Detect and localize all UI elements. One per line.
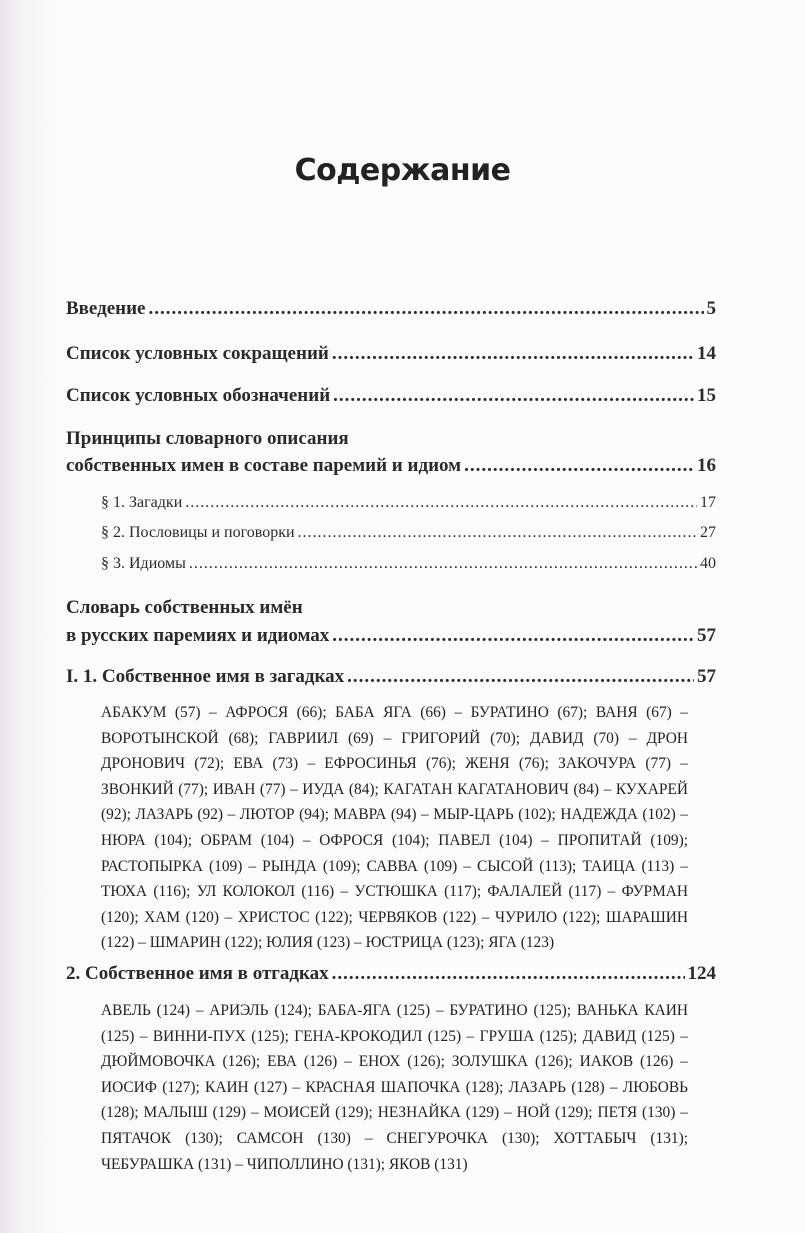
- toc-entry-page: 14: [697, 343, 716, 364]
- toc-entry-label: в русских паремиях и идиомах: [66, 625, 330, 646]
- names-list-answers: АВЕЛЬ (124) – АРИЭЛЬ (124); БАБА-ЯГА (125) – БУРАТИНО (125); ВАНЬКА КАИН (125) – ВИННИ-ПУХ (125); ГЕНА-КРОКОДИЛ (125) – ГРУША (125); ДАВИД (125) – ДЮЙМОВОЧКА (126); ЕВА (126) – ЕНОХ (126); ЗОЛУШКА (126); ИАКОВ (126) – ИОСИФ (127); КАИН (127) – КРАСНАЯ ШАПОЧКА (128); ЛАЗАРЬ (128) – ЛЮБОВЬ (128); МАЛЫШ (129) – МОИСЕЙ (129); НЕЗНАЙКА (129) – НОЙ (129); ПЕТЯ (130) – ПЯТАЧОК (130); САМСОН (130) – СНЕГУРОЧКА (130); ХОТТАБЫЧ (131); ЧЕБУРАШКА (131) – ЧИПОЛЛИНО (131); ЯКОВ (131): [101, 1002, 688, 1173]
- page-title: Содержание: [294, 153, 511, 188]
- toc-entry-label: Список условных сокращений: [66, 343, 329, 364]
- toc-entry-principles-line1: Принципы словарного описания: [66, 428, 349, 449]
- dot-leader: [333, 385, 694, 407]
- toc-entry-symbols[interactable]: [66, 385, 716, 407]
- toc-entry-part1[interactable]: [66, 666, 716, 688]
- toc-entry-vvedenie[interactable]: [66, 298, 716, 320]
- toc-entry-label: собственных имен в составе паремий и идиом: [66, 455, 462, 476]
- dot-leader: [332, 625, 694, 647]
- toc-entry-label: I. 1. Собственное имя в загадках: [66, 666, 345, 687]
- toc-entry-dictionary[interactable]: [66, 625, 716, 647]
- dot-leader: [332, 343, 694, 365]
- toc-entry-label: Введение: [66, 298, 146, 319]
- names-list-riddles: АБАКУМ (57) – АФРОСЯ (66); БАБА ЯГА (66) – БУРАТИНО (67); ВАНЯ (67) – ВОРОТЫНСКОЙ (68); ГАВРИИЛ (69) – ГРИГОРИЙ (70); ДАВИД (70) – ДРОН ДРОНОВИЧ (72); ЕВА (73) – ЕФРОСИНЬЯ (76); ЖЕНЯ (76); ЗАКОЧУРА (77) – ЗВОНКИЙ (77); ИВАН (77) – ИУДА (84); КАГАТАН КАГАТАНОВИЧ (84) – КУХАРЕЙ (92); ЛАЗАРЬ (92) – ЛЮТОР (94); МАВРА (94) – МЫР-ЦАРЬ (102); НАДЕЖДА (102) – НЮРА (104); ОБРАМ (104) – ОФРОСЯ (104); ПАВЕЛ (104) – ПРОПИТАЙ (109); РАСТОПЫРКА (109) – РЫНДА (109); САВВА (109) – СЫСОЙ (113); ТАИЦА (113) – ТЮХА (116); УЛ КОЛОКОЛ (116) – УСТЮШКА (117); ФАЛАЛЕЙ (117) – ФУРМАН (120); ХАМ (120) – ХРИСТОС (122); ЧЕРВЯКОВ (122) – ЧУРИЛО (122); ШАРАШИН (122) – ШМАРИН (122); ЮЛИЯ (123) – ЮСТРИЦА (123); ЯГА (123): [101, 704, 688, 952]
- dot-leader: [298, 524, 697, 542]
- toc-entry-page: 57: [697, 666, 716, 687]
- toc-entry-label: 2. Собственное имя в отгадках: [66, 963, 329, 984]
- toc-entry-page: 124: [687, 963, 716, 984]
- toc-entry-page: 57: [697, 625, 716, 646]
- dot-leader: [347, 666, 694, 688]
- toc-entry-dictionary-line1: Словарь собственных имён: [66, 597, 303, 618]
- dot-leader: [464, 455, 694, 477]
- dot-leader: [332, 963, 685, 985]
- toc-subentry-idioms[interactable]: [101, 555, 716, 573]
- toc-entry-page: 27: [700, 524, 716, 541]
- dot-leader: [149, 298, 704, 320]
- toc-entry-part2[interactable]: [66, 963, 716, 985]
- toc-subentry-riddles[interactable]: [101, 494, 716, 512]
- toc-entry-page: 40: [700, 555, 716, 572]
- toc-entry-page: 17: [700, 494, 716, 511]
- dot-leader: [185, 494, 697, 512]
- toc-entry-principles[interactable]: [66, 455, 716, 477]
- toc-entry-label: § 2. Пословицы и поговорки: [101, 524, 295, 541]
- dot-leader: [189, 555, 697, 573]
- toc-entry-label: Список условных обозначений: [66, 385, 331, 406]
- toc-entry-page: 5: [706, 298, 716, 319]
- toc-entry-abbreviations[interactable]: [66, 343, 716, 365]
- toc-entry-label: § 3. Идиомы: [101, 555, 186, 572]
- toc-subentry-proverbs[interactable]: [101, 524, 716, 542]
- toc-entry-page: 15: [697, 385, 716, 406]
- toc-entry-page: 16: [697, 455, 716, 476]
- toc-entry-label: § 1. Загадки: [101, 494, 183, 511]
